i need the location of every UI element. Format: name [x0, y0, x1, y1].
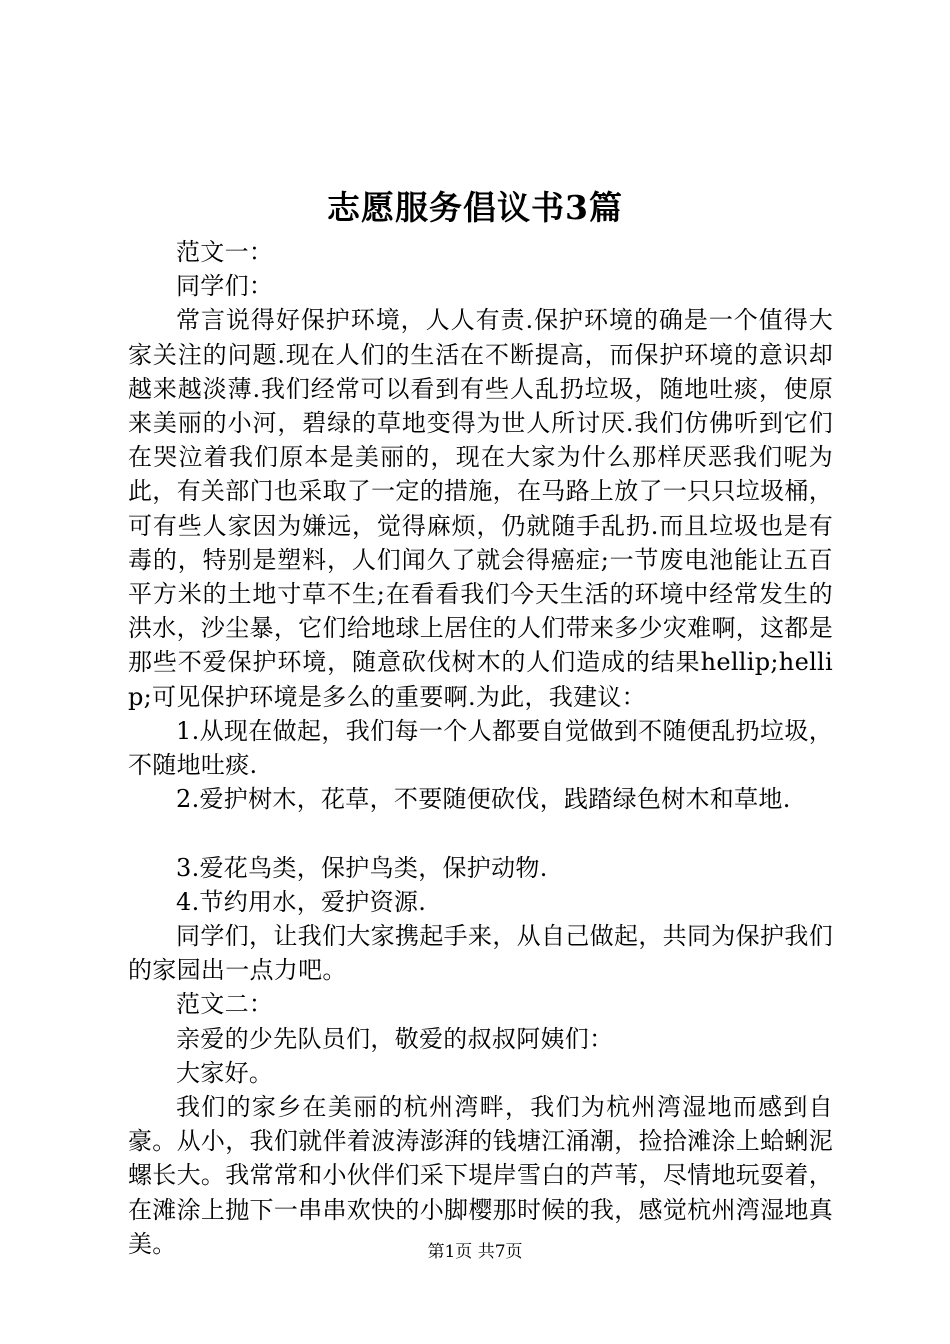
- body-paragraph: 常言说得好保护环境，人人有责.保护环境的确是一个值得大家关注的问题.现在人们的生活在不断提高，而保护环境的意识却越来越淡薄.我们经常可以看到有些人乱扔垃圾，随地吐痰，使原来美丽的小河，碧绿的草地变得为世人所讨厌.我们仿佛听到它们在哭泣着我们原本是美丽的，现在大家为什么那样厌恶我们呢为此，有关部门也采取了一定的措施，在马路上放了一只只垃圾桶，可有些人家因为嫌远，觉得麻烦，仍就随手乱扔.而且垃圾也是有毒的，特别是塑料，人们闻久了就会得癌症;一节废电池能让五百平方米的土地寸草不生;在看看我们今天生活的环境中经常发生的洪水，沙尘暴，它们给地球上居住的人们带来多少灾难啊，这都是那些不爱保护环境，随意砍伐树木的人们造成的结果hellip;hellip;可见保护环境是多么的重要啊.为此，我建议：: [128, 306, 833, 711]
- list-item-3: 3.爱花鸟类，保护鸟类，保护动物.: [176, 853, 548, 882]
- salutation: 同学们：: [176, 272, 274, 301]
- document-title: 志愿服务倡议书3篇: [327, 188, 623, 227]
- document-body: [128, 235, 833, 1261]
- body-paragraph-2: 我们的家乡在美丽的杭州湾畔，我们为杭州湾湿地而感到自豪。从小，我们就伴着波涛澎湃的钱塘江涌潮，捡拾滩涂上蛤蜊泥螺长大。我常常和小伙伴们采下堤岸雪白的芦苇，尽情地玩耍着，在滩涂上抛下一串串欢快的小脚樱那时候的我，感觉杭州湾湿地真美。: [128, 1093, 833, 1258]
- list-item-4: 4.节约用水，爱护资源.: [176, 887, 427, 916]
- section-heading-2: 范文二：: [176, 990, 274, 1019]
- list-item-2: 2.爱护树木，花草，不要随便砍伐，践踏绿色树木和草地.: [176, 785, 791, 814]
- list-item-1: 1.从现在做起，我们每一个人都要自觉做到不随便乱扔垃圾，不随地吐痰.: [128, 716, 833, 780]
- closing-paragraph: 同学们，让我们大家携起手来，从自己做起，共同为保护我们的家园出一点力吧。: [128, 922, 833, 985]
- section-heading-1: 范文一：: [176, 238, 274, 266]
- greeting: 大家好。: [176, 1058, 274, 1087]
- salutation-2: 亲爱的少先队员们，敬爱的叔叔阿姨们：: [176, 1024, 614, 1053]
- page-number: 第1页 共7页: [427, 1242, 523, 1262]
